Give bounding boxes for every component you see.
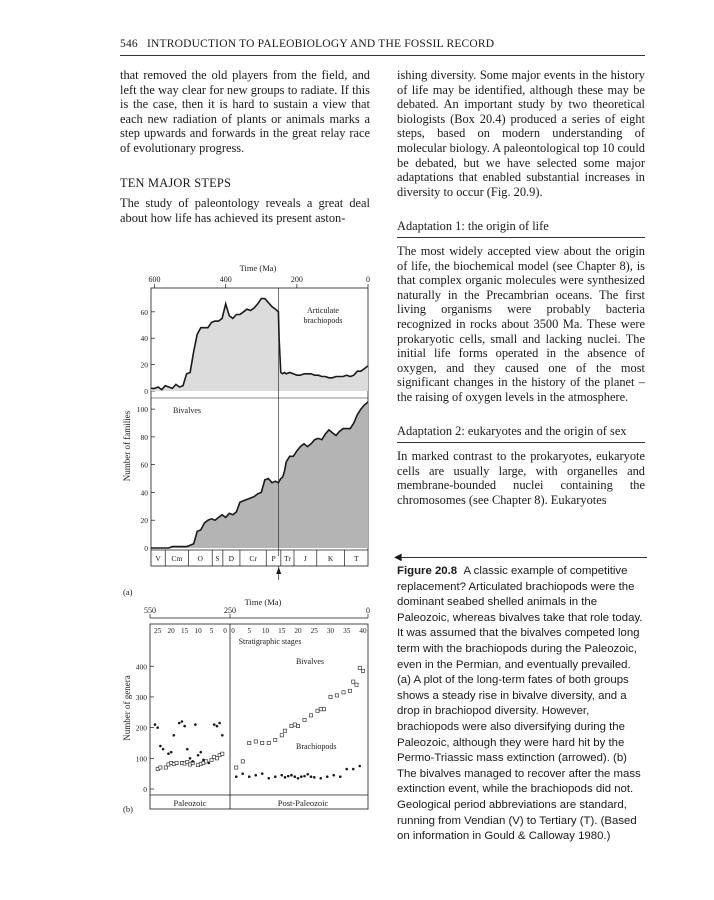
period-label: Cr (249, 554, 257, 563)
period-label: O (197, 554, 203, 563)
fig-a-time-label: Time (Ma) (239, 263, 277, 273)
y-tick-label: 200 (135, 723, 147, 733)
brachiopod-point (306, 773, 309, 776)
bivalve-point (309, 714, 312, 717)
bivalve-point (261, 741, 264, 744)
right-paragraph-1: ishing diversity. Some major events in the history of life may be identified, although these may be debated. An important study by two theoretical biologists (Box 20.4) produced a series of eight steps, based on modern understanding of molecular biology. A paleontological top 10 could be debated, but we have selected some major adaptations that enabled substantial increases in diversity to occur (Fig. 20.9). (397, 68, 645, 199)
brachiopod-point (186, 748, 189, 751)
brachiopod-point (202, 759, 205, 762)
brachiopod-point (284, 776, 287, 779)
fig-b-y-label: Number of genera (122, 675, 132, 741)
bivalve-point (329, 695, 332, 698)
brachiopod-point (213, 723, 216, 726)
brachiopod-point (248, 775, 251, 778)
brachiopod-point (159, 745, 162, 748)
y-tick-label: 400 (135, 662, 147, 672)
time-tick-label: 200 (290, 275, 303, 284)
header-rule (120, 55, 645, 56)
bivalve-point (175, 761, 178, 764)
bivalve-point (283, 729, 286, 732)
period-label: P (271, 554, 276, 563)
brachiopod-point (199, 751, 202, 754)
period-label: J (303, 554, 307, 563)
section-heading: TEN MAJOR STEPS (120, 175, 232, 190)
segment-label-post-paleozoic: Post-Paleozoic (277, 798, 329, 808)
brachiopod-point (156, 726, 159, 729)
time-tick-label: 0 (366, 275, 370, 284)
time-tick-label: 550 (144, 606, 156, 615)
fig-a-time-axis (149, 275, 370, 288)
brachiopod-point (297, 777, 300, 780)
brachiopod-point (352, 768, 355, 771)
fig-b-stage-axis (154, 627, 367, 635)
right-column (397, 68, 645, 507)
page-number: 546 (120, 38, 138, 50)
bivalve-point (274, 738, 277, 741)
time-tick-label: 400 (219, 275, 232, 284)
bivalve-point (241, 760, 244, 763)
fig-b-time-axis (144, 606, 370, 618)
period-label: S (215, 554, 220, 563)
brachiopod-y-tick-label: 20 (140, 360, 148, 370)
bivalve-point (235, 766, 238, 769)
figure-caption (394, 552, 647, 845)
y-tick-label: 300 (135, 692, 147, 702)
brachiopod-point (261, 772, 264, 775)
bivalve-point (358, 666, 361, 669)
brachiopod-point (290, 774, 293, 777)
brachiopod-point (274, 775, 277, 778)
fig-a-y-label: Number of families (122, 410, 132, 482)
brachiopod-point (154, 723, 157, 726)
brachiopod-point (191, 760, 194, 763)
left-paragraph-2: The study of paleontology reveals a great deal about how life has achieved its present aston- (120, 196, 370, 225)
bivalve-point (322, 708, 325, 711)
stage-tick-label: 25 (310, 627, 318, 635)
brachiopod-point (183, 725, 186, 728)
brachiopod-point (267, 777, 270, 780)
y-tick-label: 0 (143, 785, 147, 794)
figure-20-8b (118, 596, 380, 816)
time-tick-label: 0 (366, 606, 370, 615)
period-label: V (155, 554, 161, 563)
bivalve-point (293, 723, 296, 726)
brachiopod-point (345, 768, 348, 771)
caption-rule (394, 552, 647, 563)
brachiopod-point (170, 751, 173, 754)
period-label: K (327, 554, 334, 563)
adaptation-1-text: The most widely accepted view about the origin of life, the biochemical model (see Chapter 8), is that complex organic molecules were synthesized naturally in the Precambrian oceans. The first living organisms were probably bacteria recognized in rocks about 3500 Ma. These were prokaryotic cells, small and lacking nuclei. The initial life forms operated in the absence of oxygen, and they caused one of the most significant changes in the history of the planet – the raising of oxygen levels in the atmosphere. (397, 243, 645, 404)
brachiopod-point (300, 775, 303, 778)
time-tick-label: 600 (148, 275, 161, 284)
bivalve-point (205, 760, 208, 763)
bivalve-point (361, 669, 364, 672)
series-label-brachiopods: brachiopods (303, 316, 343, 325)
running-title: INTRODUCTION TO PALEOBIOLOGY AND THE FOSSIL RECORD (146, 38, 495, 50)
stage-tick-label: 0 (223, 627, 227, 635)
brachiopod-point (313, 776, 316, 779)
brachiopod-point (218, 722, 221, 725)
brachiopod-point (319, 777, 322, 780)
adaptation-2-text: In marked contrast to the prokaryotes, eukaryote cells are usually large, with organelles and membrane-bounded nuclei containing the chromosomes (see Chapter 8). Eukaryotes (397, 449, 645, 507)
brachiopod-point (216, 725, 219, 728)
bivalve-point (254, 740, 257, 743)
stage-tick-label: 5 (209, 627, 214, 635)
bivalve-y-tick-label: 100 (136, 405, 148, 415)
brachiopod-point (303, 775, 306, 778)
series-label-brachiopods-b: Brachiopods (296, 742, 337, 751)
fig-a-bivalve-plot (137, 402, 368, 553)
figure-20-8a (118, 258, 380, 600)
fig-b-y-axis (136, 662, 154, 794)
bivalve-point (248, 741, 251, 744)
brachiopod-point (189, 757, 192, 760)
caption-arrow-icon: ◀ (394, 552, 402, 563)
panel-label-a: (a) (123, 587, 133, 597)
segment-label-paleozoic: Paleozoic (173, 798, 207, 808)
brachiopod-point (178, 722, 181, 725)
bivalve-point (355, 683, 358, 686)
stage-tick-label: 20 (294, 627, 302, 635)
bivalve-y-tick-label: 40 (140, 488, 148, 498)
fig-b-time-label: Time (Ma) (244, 597, 282, 607)
brachiopod-point (162, 748, 165, 751)
series-label-articulate: Articulate (307, 306, 339, 315)
fig-b-frame (150, 624, 368, 809)
bivalve-y-tick-label: 80 (140, 432, 148, 442)
brachiopod-y-tick-label: 40 (140, 334, 148, 344)
fig-a-period-bar (151, 550, 368, 566)
bivalve-y-tick-label: 0 (144, 544, 148, 553)
adaptation-2-heading: Adaptation 2: eukaryotes and the origin of sex (397, 424, 645, 443)
brachiopod-y-tick-label: 60 (140, 307, 148, 317)
stage-tick-label: 40 (359, 627, 367, 635)
bivalve-y-tick-label: 60 (140, 460, 148, 470)
bivalve-point (319, 708, 322, 711)
brachiopod-point (197, 754, 200, 757)
brachiopod-point (221, 734, 224, 737)
bivalve-point (159, 766, 162, 769)
brachiopod-y-tick-label: 0 (144, 387, 148, 396)
brachiopod-point (310, 775, 313, 778)
brachiopod-point (280, 774, 283, 777)
bivalve-point (352, 680, 355, 683)
brachiopod-point (241, 772, 244, 775)
stage-tick-label: 0 (231, 627, 235, 635)
stage-tick-label: 10 (194, 627, 202, 635)
brachiopod-point (358, 765, 361, 768)
brachiopod-point (287, 775, 290, 778)
panel-label-b: (b) (123, 804, 133, 814)
stage-tick-label: 15 (181, 627, 189, 635)
stage-tick-label: 30 (326, 627, 335, 635)
period-label: D (228, 554, 235, 563)
running-header (120, 38, 645, 50)
bivalve-point (221, 752, 224, 755)
brachiopod-point (208, 762, 211, 765)
bivalve-point (280, 734, 283, 737)
stage-tick-label: 5 (247, 627, 252, 635)
caption-label: Figure 20.8 (397, 565, 458, 577)
bivalve-point (296, 725, 299, 728)
series-label-bivalves-b: Bivalves (296, 657, 324, 666)
bivalve-area (151, 402, 368, 548)
bivalve-point (316, 709, 319, 712)
stage-tick-label: 10 (261, 627, 270, 635)
brachiopod-point (194, 723, 197, 726)
y-tick-label: 100 (135, 754, 147, 764)
brachiopod-point (173, 734, 176, 737)
brachiopod-point (293, 775, 296, 778)
brachiopod-point (339, 775, 342, 778)
bivalve-point (342, 691, 345, 694)
bivalve-y-tick-label: 20 (140, 516, 148, 526)
bivalve-point (215, 757, 218, 760)
brachiopod-point (326, 775, 329, 778)
bivalve-point (267, 741, 270, 744)
series-label-bivalves: Bivalves (173, 406, 201, 415)
period-label: Tr (284, 554, 291, 563)
left-column (120, 68, 370, 225)
time-tick-label: 250 (224, 606, 236, 615)
brachiopod-point (332, 774, 335, 777)
brachiopod-point (254, 774, 257, 777)
bivalve-point (348, 689, 351, 692)
bivalve-point (335, 694, 338, 697)
period-label: Cm (171, 554, 183, 563)
brachiopod-point (167, 752, 170, 755)
bivalve-point (210, 758, 213, 761)
left-paragraph-1: that removed the old players from the field, and left the way clear for new groups to radiate. If this is the case, then it is hard to sustain a view that each new radiation of plants or animals marks a step upwards and forwards in the great relay race of evolutionary progress. (120, 68, 370, 155)
stage-tick-label: 15 (278, 627, 286, 635)
caption-text: A classic example of competitive replacement? Articulated brachiopods were the dominant seabed shelled animals in the Paleozoic, whereas bivalves take that role today. It was assumed that the bivalves competed long term with the brachiopods during the Paleozoic, even in the Permian, and eventually prevailed. (a) A plot of the long-term fates of both groups shows a steady rise in bivalve diversity, and a drop in brachiopod diversity. However, brachiopods were also diversifying during the Paleozoic, although they were hard hit by the Permo-Triassic mass extinction (arrowed). (b) The bivalves managed to recover after the mass extinction event, while the brachiopods did not. Geological period abbreviations are standard, running from Vendian (V) to Tertiary (T). (Based on information in Gould & Calloway 1980.) (397, 565, 643, 843)
adaptation-1-heading: Adaptation 1: the origin of life (397, 219, 645, 238)
bivalve-point (164, 766, 167, 769)
brachiopod-point (181, 720, 184, 723)
stage-tick-label: 35 (343, 627, 351, 635)
period-label: T (353, 554, 359, 563)
fig-b-points (154, 666, 365, 779)
stage-tick-label: 20 (167, 627, 175, 635)
bivalve-point (303, 718, 306, 721)
bivalve-point (290, 725, 293, 728)
brachiopod-point (235, 775, 238, 778)
fig-b-stages-label: Stratigraphic stages (238, 637, 302, 646)
stage-tick-label: 25 (154, 627, 162, 635)
